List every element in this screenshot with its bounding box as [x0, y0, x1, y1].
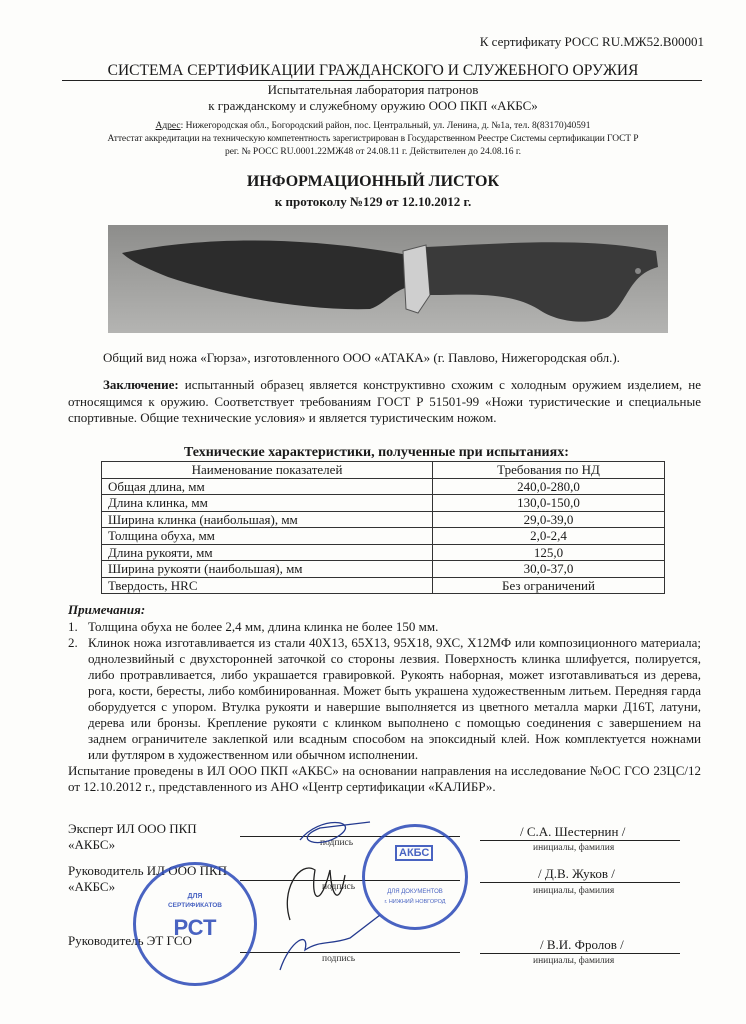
notes-title: Примечания: [68, 602, 146, 617]
photo-caption: Общий вид ножа «Гюрза», изготовленного ООО «АТАКА» (г. Павлово, Нижегородская обл.). [103, 350, 620, 365]
table-header-row [102, 462, 665, 479]
lab-name-line1: Испытательная лаборатория патронов [267, 82, 479, 97]
note-item: 2. Клинок ножа изготавливается из стали 40Х13, 65Х13, 95Х18, 9ХС, Х12МФ или композиционного материала; однолезвийный с двухсторонней заточкой со стороны лезвия. Поверхность клинка шлифуется, полируется, либо протравливается, либо украшается гравировкой. Рукоять наборная, может изготавливаться из дерева, рога, кости, бересты, либо комбинированная. Может быть украшена художественным литьем. Передняя гарда оборудуется с упором. Втулка рукояти и навершие выполняется из цветного металла марки Д16Т, латуни, дерева или бронзы. Крепление рукояти с клинком выполнено с помощью соединения с завершением на заднем ограничителе заклепкой или всадным способом на эпоксидный клей. Нож комплектуется ножнами или футляром в художественном или обычном исполнении. [68, 635, 701, 762]
registration: рег. № РОСС RU.0001.22МЖ48 от 24.08.11 г. Действителен до 24.08.16 г. [224, 147, 522, 157]
parameter-name: Общая длина, мм [102, 478, 433, 495]
name-line [480, 882, 680, 883]
name-line [480, 953, 680, 954]
signer-role: Руководитель ИЛ ООО ПКП «АКБС» [68, 863, 228, 894]
conclusion-label: Заключение: [103, 377, 179, 392]
parameter-value: Без ограничений [433, 577, 665, 594]
system-title: СИСТЕМА СЕРТИФИКАЦИИ ГРАЖДАНСКОГО И СЛУЖЕБНОГО ОРУЖИЯ [107, 62, 639, 79]
stamp-text: ДЛЯ ДОКУМЕНТОВ [387, 889, 443, 895]
stamp-text: СЕРТИФИКАТОВ [167, 902, 223, 909]
signer-name: / С.А. Шестернин / [520, 824, 626, 839]
name-label: инициалы, фамилия [533, 843, 615, 853]
table-row [102, 511, 665, 528]
table-title: Технические характеристики, полученные при испытаниях: [184, 445, 569, 460]
notes-list [68, 619, 701, 795]
name-line [480, 840, 680, 841]
testing-statement: Испытание проведены в ИЛ ООО ПКП «АКБС» на основании направления на исследование №ОС ГСО 23ЦС/12 от 12.10.2012 г., представленного из АНО «Центр сертификации «КАЛИБР». [68, 763, 701, 794]
conclusion-text: испытанный образец является конструктивно схожим с холодным оружием изделием, не относящимся к оружию. Соответствует требованиям ГОСТ Р 51501-99 «Ножи туристические и специальные спортивные. Общие технические условия» и является туристическим ножом. [68, 377, 701, 425]
column-header: Наименование показателей [102, 462, 433, 479]
document-title: ИНФОРМАЦИОННЫЙ ЛИСТОК [246, 173, 500, 190]
column-header: Требования по НД [433, 462, 665, 479]
name-label: инициалы, фамилия [533, 956, 615, 966]
address [0, 121, 746, 131]
signer-role: Руководитель ЭТ ГСО [68, 933, 192, 948]
address-label: Адрес [155, 121, 181, 131]
parameter-name: Толщина обуха, мм [102, 528, 433, 545]
parameter-value: 130,0-150,0 [433, 495, 665, 512]
stamp-certification-body [133, 862, 257, 986]
parameter-name: Ширина клинка (наибольшая), мм [102, 511, 433, 528]
parameter-value: 2,0-2,4 [433, 528, 665, 545]
parameter-value: 240,0-280,0 [433, 478, 665, 495]
stamp-text: ДЛЯ [187, 893, 203, 900]
signature-label: подпись [322, 882, 356, 892]
address-text: : Нижегородская обл., Богородский район, пос. Центральный, ул. Ленина, д. №1а, тел. 8(83170)40591 [180, 121, 591, 131]
document-subtitle: к протоколу №129 от 12.10.2012 г. [274, 194, 472, 209]
lab-name-line2: к гражданскому и служебному оружию ООО ПКП «АКБС» [208, 98, 538, 113]
signer-role: Эксперт ИЛ ООО ПКП «АКБС» [68, 821, 197, 852]
parameter-value: 125,0 [433, 544, 665, 561]
certificate-reference: К сертификату РОСС RU.МЖ52.В00001 [479, 34, 704, 49]
signer-name: / Д.В. Жуков / [538, 866, 615, 881]
note-text: Толщина обуха не более 2,4 мм, длина клинка не более 150 мм. [88, 619, 439, 634]
signature-label: подпись [322, 954, 356, 964]
header-rule [62, 80, 702, 81]
specs-table [101, 461, 665, 594]
name-label: инициалы, фамилия [533, 886, 615, 896]
table-row [102, 544, 665, 561]
table-row [102, 577, 665, 594]
parameter-name: Длина клинка, мм [102, 495, 433, 512]
parameter-name: Ширина рукояти (наибольшая), мм [102, 561, 433, 578]
parameter-value: 29,0-39,0 [433, 511, 665, 528]
parameter-name: Длина рукояти, мм [102, 544, 433, 561]
table-row [102, 528, 665, 545]
parameter-value: 30,0-37,0 [433, 561, 665, 578]
signer-name: / В.И. Фролов / [540, 937, 624, 952]
note-item: 1. Толщина обуха не более 2,4 мм, длина клинка не более 150 мм. [68, 619, 439, 634]
signature-label: подпись [320, 838, 354, 848]
stamp-akbs [362, 824, 468, 930]
table-row [102, 478, 665, 495]
note-text: Клинок ножа изготавливается из стали 40Х13, 65Х13, 95Х18, 9ХС, Х12МФ или композиционного материала; однолезвийный с двухсторонней заточкой со стороны лезвия. Поверхность клинка шлифуется, полируется, либо протравливается, либо украшается гравировкой. Рукоять наборная, может изготавливаться из дерева, рога, кости, бересты, либо комбинированная. Может быть украшена художественным литьем. Передняя гарда оборудуется с упором. Втулка рукояти и навершие выполняется из цветного металла марки Д16Т, латуни, дерева или бронзы. Крепление рукояти с клинком выполнено с помощью соединения с завершением на заднем ограничителе заклепкой или всадным способом на эпоксидный клей. Нож комплектуется ножнами или футляром в художественном или обычном исполнении. [88, 635, 701, 762]
parameter-name: Твердость, HRC [102, 577, 433, 594]
accreditation: Аттестат аккредитации на техническую компетентность зарегистрирован в Государственном Реестре Системы сертификации ГОСТ Р [107, 134, 639, 144]
knife-photo [108, 225, 668, 333]
table-row [102, 561, 665, 578]
rst-logo: РСТ [173, 915, 217, 940]
conclusion [68, 377, 701, 427]
table-row [102, 495, 665, 512]
notes-title-text: Примечания [68, 602, 141, 617]
akbs-logo: АКБС [395, 845, 433, 861]
stamp-text: г. НИЖНИЙ НОВГОРОД [384, 899, 446, 905]
